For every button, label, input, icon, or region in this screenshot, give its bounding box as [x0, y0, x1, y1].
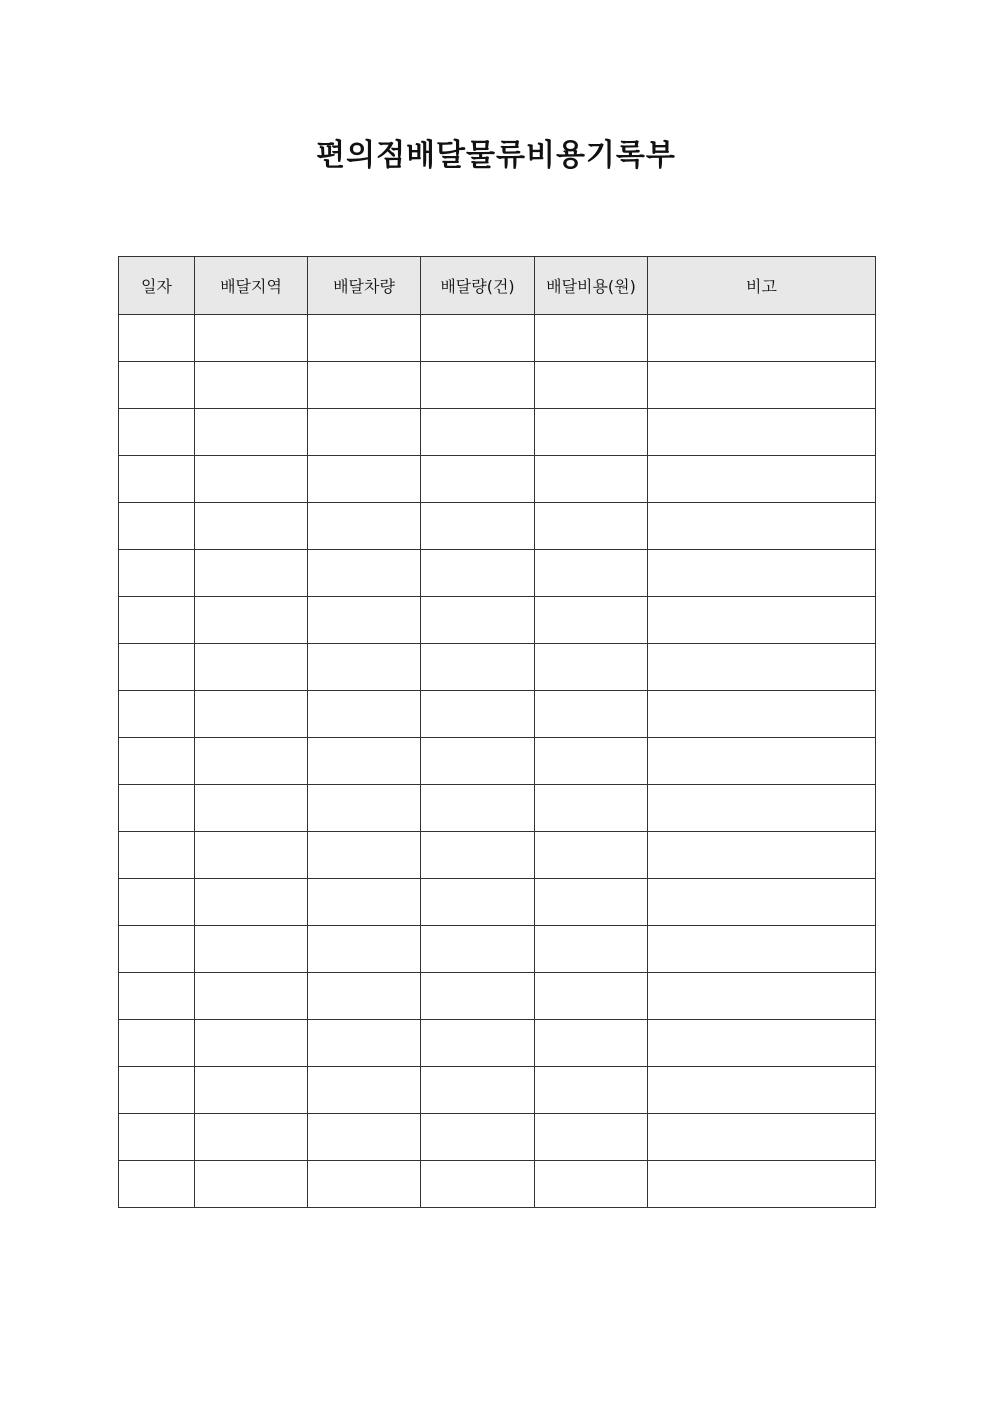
- vehicle-cell[interactable]: [308, 973, 421, 1020]
- cost-cell[interactable]: [535, 1161, 648, 1208]
- quantity-cell[interactable]: [421, 832, 535, 879]
- date-cell[interactable]: [119, 691, 195, 738]
- date-cell[interactable]: [119, 1114, 195, 1161]
- table-row: [119, 926, 876, 973]
- vehicle-cell[interactable]: [308, 785, 421, 832]
- cost-cell[interactable]: [535, 1020, 648, 1067]
- area-cell[interactable]: [195, 362, 308, 409]
- date-cell[interactable]: [119, 550, 195, 597]
- cost-cell[interactable]: [535, 409, 648, 456]
- table-row: [119, 973, 876, 1020]
- area-cell[interactable]: [195, 456, 308, 503]
- column-header-remarks: 비고: [648, 257, 876, 315]
- remarks-cell[interactable]: [648, 503, 876, 550]
- area-cell[interactable]: [195, 1067, 308, 1114]
- date-cell[interactable]: [119, 503, 195, 550]
- column-header-delivery-quantity: 배달량(건): [421, 257, 535, 315]
- quantity-cell[interactable]: [421, 738, 535, 785]
- quantity-cell[interactable]: [421, 879, 535, 926]
- quantity-cell[interactable]: [421, 503, 535, 550]
- quantity-cell[interactable]: [421, 1161, 535, 1208]
- vehicle-cell[interactable]: [308, 550, 421, 597]
- area-cell[interactable]: [195, 503, 308, 550]
- area-cell[interactable]: [195, 973, 308, 1020]
- vehicle-cell[interactable]: [308, 456, 421, 503]
- column-header-delivery-cost: 배달비용(원): [535, 257, 648, 315]
- vehicle-cell[interactable]: [308, 1020, 421, 1067]
- table-row: [119, 879, 876, 926]
- remarks-cell[interactable]: [648, 456, 876, 503]
- area-cell[interactable]: [195, 644, 308, 691]
- date-cell[interactable]: [119, 1020, 195, 1067]
- table-row: [119, 550, 876, 597]
- table-row: [119, 503, 876, 550]
- remarks-cell[interactable]: [648, 785, 876, 832]
- area-cell[interactable]: [195, 1020, 308, 1067]
- area-cell[interactable]: [195, 550, 308, 597]
- area-cell[interactable]: [195, 738, 308, 785]
- area-cell[interactable]: [195, 315, 308, 362]
- table-row: [119, 409, 876, 456]
- cost-cell[interactable]: [535, 785, 648, 832]
- date-cell[interactable]: [119, 456, 195, 503]
- quantity-cell[interactable]: [421, 597, 535, 644]
- vehicle-cell[interactable]: [308, 362, 421, 409]
- date-cell[interactable]: [119, 832, 195, 879]
- date-cell[interactable]: [119, 644, 195, 691]
- date-cell[interactable]: [119, 1067, 195, 1114]
- cost-cell[interactable]: [535, 879, 648, 926]
- table-row: [119, 644, 876, 691]
- quantity-cell[interactable]: [421, 315, 535, 362]
- cost-cell[interactable]: [535, 644, 648, 691]
- quantity-cell[interactable]: [421, 973, 535, 1020]
- date-cell[interactable]: [119, 409, 195, 456]
- remarks-cell[interactable]: [648, 738, 876, 785]
- header-row: [119, 257, 876, 315]
- area-cell[interactable]: [195, 785, 308, 832]
- table-body: [119, 315, 876, 1208]
- vehicle-cell[interactable]: [308, 503, 421, 550]
- remarks-cell[interactable]: [648, 597, 876, 644]
- document-title: 편의점배달물류비용기록부: [316, 138, 676, 173]
- remarks-cell[interactable]: [648, 832, 876, 879]
- vehicle-cell[interactable]: [308, 926, 421, 973]
- vehicle-cell[interactable]: [308, 315, 421, 362]
- remarks-cell[interactable]: [648, 1020, 876, 1067]
- remarks-cell[interactable]: [648, 362, 876, 409]
- area-cell[interactable]: [195, 1161, 308, 1208]
- area-cell[interactable]: [195, 1114, 308, 1161]
- cost-cell[interactable]: [535, 362, 648, 409]
- area-cell[interactable]: [195, 691, 308, 738]
- table-row: [119, 785, 876, 832]
- quantity-cell[interactable]: [421, 362, 535, 409]
- remarks-cell[interactable]: [648, 973, 876, 1020]
- quantity-cell[interactable]: [421, 409, 535, 456]
- quantity-cell[interactable]: [421, 1020, 535, 1067]
- quantity-cell[interactable]: [421, 926, 535, 973]
- cost-cell[interactable]: [535, 973, 648, 1020]
- area-cell[interactable]: [195, 879, 308, 926]
- date-cell[interactable]: [119, 738, 195, 785]
- remarks-cell[interactable]: [648, 1161, 876, 1208]
- vehicle-cell[interactable]: [308, 832, 421, 879]
- date-cell[interactable]: [119, 973, 195, 1020]
- vehicle-cell[interactable]: [308, 597, 421, 644]
- quantity-cell[interactable]: [421, 456, 535, 503]
- cost-cell[interactable]: [535, 456, 648, 503]
- remarks-cell[interactable]: [648, 691, 876, 738]
- quantity-cell[interactable]: [421, 1067, 535, 1114]
- vehicle-cell[interactable]: [308, 1161, 421, 1208]
- remarks-cell[interactable]: [648, 1067, 876, 1114]
- date-cell[interactable]: [119, 785, 195, 832]
- cost-cell[interactable]: [535, 1067, 648, 1114]
- cost-cell[interactable]: [535, 315, 648, 362]
- area-cell[interactable]: [195, 597, 308, 644]
- table-row: [119, 1114, 876, 1161]
- cost-cell[interactable]: [535, 550, 648, 597]
- quantity-cell[interactable]: [421, 785, 535, 832]
- date-cell[interactable]: [119, 597, 195, 644]
- cost-cell[interactable]: [535, 832, 648, 879]
- remarks-cell[interactable]: [648, 1114, 876, 1161]
- quantity-cell[interactable]: [421, 550, 535, 597]
- delivery-cost-table: [118, 256, 876, 1208]
- vehicle-cell[interactable]: [308, 738, 421, 785]
- table-row: [119, 1020, 876, 1067]
- table-row: [119, 1067, 876, 1114]
- table-row: [119, 832, 876, 879]
- cost-cell[interactable]: [535, 691, 648, 738]
- column-header-date: 일자: [119, 257, 195, 315]
- table-row: [119, 738, 876, 785]
- column-header-delivery-vehicle: 배달차량: [308, 257, 421, 315]
- table-row: [119, 362, 876, 409]
- area-cell[interactable]: [195, 926, 308, 973]
- quantity-cell[interactable]: [421, 691, 535, 738]
- remarks-cell[interactable]: [648, 409, 876, 456]
- quantity-cell[interactable]: [421, 1114, 535, 1161]
- quantity-cell[interactable]: [421, 644, 535, 691]
- table-row: [119, 456, 876, 503]
- remarks-cell[interactable]: [648, 315, 876, 362]
- vehicle-cell[interactable]: [308, 1114, 421, 1161]
- table-row: [119, 315, 876, 362]
- vehicle-cell[interactable]: [308, 1067, 421, 1114]
- date-cell[interactable]: [119, 926, 195, 973]
- date-cell[interactable]: [119, 879, 195, 926]
- table-row: [119, 597, 876, 644]
- vehicle-cell[interactable]: [308, 691, 421, 738]
- cost-cell[interactable]: [535, 738, 648, 785]
- vehicle-cell[interactable]: [308, 644, 421, 691]
- area-cell[interactable]: [195, 832, 308, 879]
- cost-cell[interactable]: [535, 926, 648, 973]
- cost-cell[interactable]: [535, 597, 648, 644]
- remarks-cell[interactable]: [648, 644, 876, 691]
- table-row: [119, 691, 876, 738]
- cost-cell[interactable]: [535, 1114, 648, 1161]
- remarks-cell[interactable]: [648, 926, 876, 973]
- date-cell[interactable]: [119, 1161, 195, 1208]
- date-cell[interactable]: [119, 315, 195, 362]
- remarks-cell[interactable]: [648, 879, 876, 926]
- cost-cell[interactable]: [535, 503, 648, 550]
- column-header-delivery-area: 배달지역: [195, 257, 308, 315]
- date-cell[interactable]: [119, 362, 195, 409]
- vehicle-cell[interactable]: [308, 409, 421, 456]
- remarks-cell[interactable]: [648, 550, 876, 597]
- area-cell[interactable]: [195, 409, 308, 456]
- table-row: [119, 1161, 876, 1208]
- vehicle-cell[interactable]: [308, 879, 421, 926]
